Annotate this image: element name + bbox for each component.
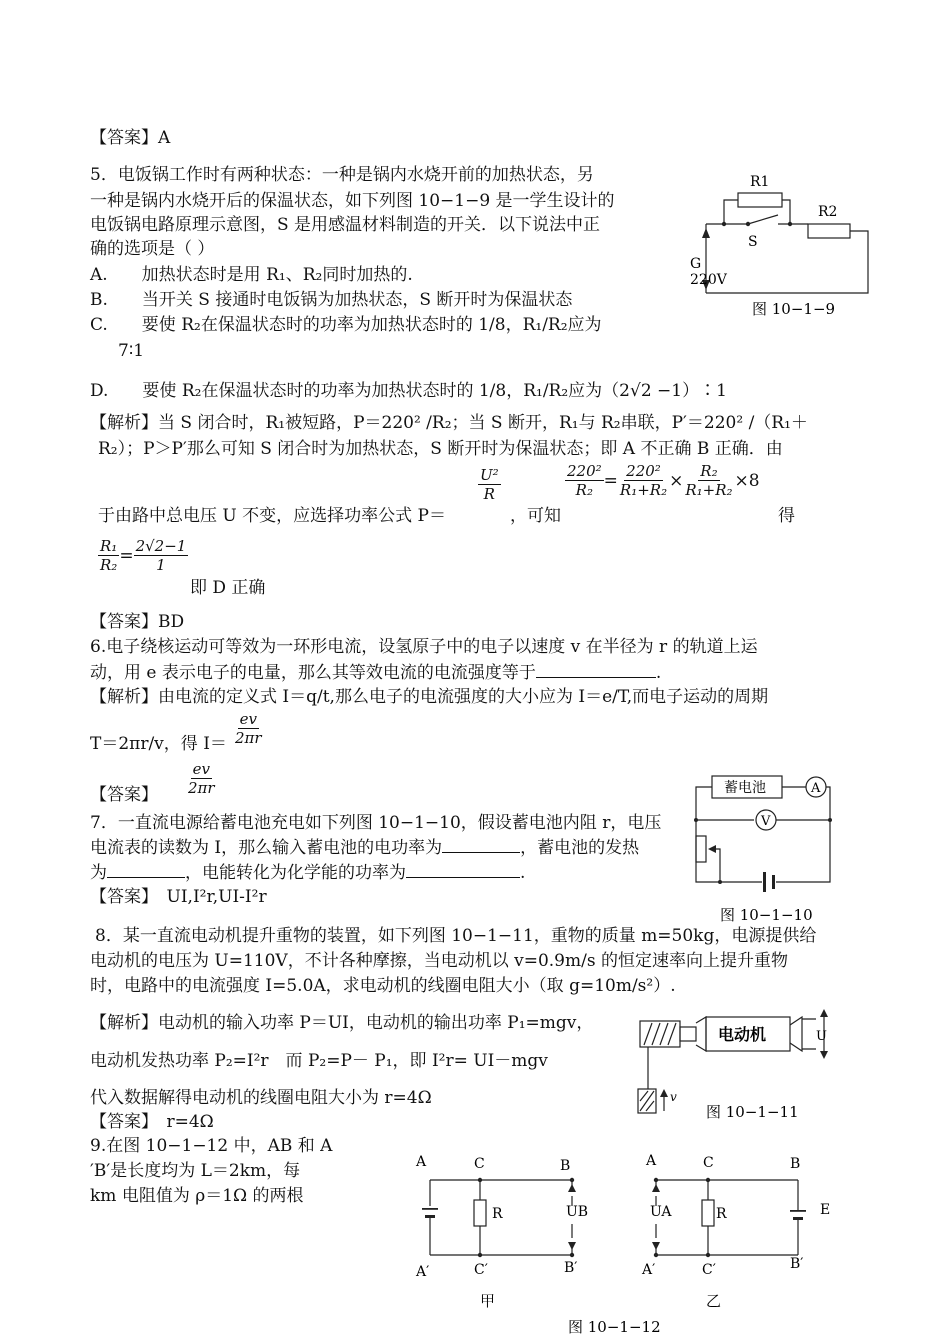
label-cp-yi: C′	[702, 1262, 716, 1278]
label-g: G	[690, 256, 702, 272]
caption-10-1-11: 图 10−1−11	[706, 1103, 799, 1121]
fraction-den: 2πr	[235, 729, 262, 747]
arrow-up-icon	[702, 228, 710, 238]
q8-explain-3: 代入数据解得电动机的线圈电阻大小为 r=4Ω	[90, 1088, 432, 1108]
label-r-yi: R	[716, 1206, 727, 1222]
q7-line-3	[90, 861, 525, 884]
fraction-num: 220²	[626, 462, 661, 480]
arrow-up-icon	[568, 1184, 576, 1192]
label-bp-yi: B′	[790, 1256, 804, 1272]
q5-option-b: B. 当开关 S 接通时电饭锅为加热状态，S 断开时为保温状态	[90, 290, 573, 310]
q5-option-c-cont: 7∶1	[118, 341, 145, 361]
q9-line-3: km 电阻值为 ρ＝1Ω 的两根	[90, 1186, 304, 1206]
caption-10-1-10: 图 10−1−10	[720, 906, 813, 924]
label-ub: UB	[566, 1204, 589, 1220]
blank-q6	[536, 661, 656, 678]
label-u: U	[816, 1029, 827, 1044]
answer-q8: 【答案】 r=4Ω	[90, 1112, 214, 1132]
label-battery: 蓄电池	[724, 780, 766, 796]
answer-q5: 【答案】BD	[90, 612, 185, 632]
caption-10-1-12: 图 10−1−12	[568, 1318, 661, 1336]
fraction-den: R	[483, 485, 495, 503]
q5-explain-3c: 得	[778, 506, 795, 526]
label-c-yi: C	[703, 1155, 714, 1171]
figure-10-1-10	[690, 770, 840, 924]
fraction-num: 2√2−1	[135, 537, 187, 555]
label-e: E	[820, 1202, 831, 1218]
label-ammeter: A	[811, 781, 821, 796]
fraction-num: 220²	[567, 462, 602, 480]
formula-power	[478, 466, 501, 503]
q5-explain-3a: 于由路中总电压 U 不变，应选择功率公式 P＝	[98, 506, 446, 526]
q6-explain-2: T＝2πr/v，得 I＝	[90, 734, 227, 754]
cell-plate-long	[763, 872, 766, 892]
fraction-num: ev	[239, 710, 257, 728]
label-220v: 220V	[690, 272, 727, 288]
q7-line-3-end: .	[520, 863, 526, 883]
label-v: v	[670, 1090, 677, 1104]
q9-line-1: 9.在图 10−1−12 中，AB 和 A	[90, 1136, 333, 1156]
q7-line-3-text: 为	[90, 863, 107, 883]
label-ap-yi: A′	[642, 1262, 656, 1278]
label-r2: R2	[818, 204, 838, 220]
source-plate-short	[793, 1217, 803, 1220]
arrow-up-icon	[652, 1184, 660, 1192]
fraction-num: U²	[480, 466, 499, 484]
q6-line-2-text: 动，用 e 表示电子的电量，那么其等效电流的电流强度等于	[90, 663, 536, 683]
label-voltmeter: V	[761, 814, 771, 829]
fraction-den: R₂	[100, 556, 118, 574]
arrow-down-icon	[820, 1051, 828, 1059]
q5-option-a: A. 加热状态时是用 R₁、R₂同时加热的.	[90, 265, 413, 285]
q5-option-d: D. 要使 R₂在保温状态时的功率为加热状态时的 1/8，R₁/R₂应为（2√2 −1）∶1	[90, 381, 727, 401]
resistor-r-jia	[474, 1200, 486, 1226]
resistor-r1	[738, 193, 782, 207]
q8-line-3: 时，电路中的电流强度 I=5.0A，求电动机的线圈电阻大小（取 g=10m/s²）.	[90, 976, 676, 996]
q6-line-1: 6.电子绕核运动可等效为一环形电流，设氢原子中的电子以速度 v 在半径为 r 的轨道上运	[90, 637, 758, 657]
formula-ratio	[565, 462, 760, 499]
fraction-den: R₂	[575, 481, 593, 499]
formula-current	[233, 710, 264, 747]
label-r1: R1	[750, 174, 770, 190]
fraction-num: ev	[192, 760, 210, 778]
cell-plate-short	[425, 1215, 435, 1218]
label-a-jia: A	[416, 1154, 427, 1170]
q5-line-2: 一种是锅内水烧开后的保温状态，如下列图 10−1−9 是一学生设计的	[90, 191, 615, 211]
label-a-yi: A	[646, 1153, 657, 1169]
label-c-jia: C	[474, 1156, 485, 1172]
fraction-num: R₁	[100, 537, 118, 555]
label-s: S	[748, 234, 758, 250]
q5-option-c: C. 要使 R₂在保温状态时的功率为加热状态时的 1/8，R₁/R₂应为	[90, 315, 602, 335]
q8-explain-1: 【解析】电动机的输入功率 P＝UI，电动机的输出功率 P₁=mgv，	[90, 1013, 594, 1033]
resistor-r-yi	[702, 1200, 714, 1226]
cell-plate-long	[422, 1208, 438, 1210]
blank-q7-c	[406, 861, 520, 878]
caption-10-1-9: 图 10−1−9	[752, 300, 836, 318]
q7-line-2-tail: ，蓄电池的发热	[520, 838, 640, 858]
q6-explain-1: 【解析】由电流的定义式 I＝q/t,那么电子的电流强度的大小应为 I＝e/T,而电子运动的周期	[90, 687, 769, 707]
blank-q7-b	[107, 861, 185, 878]
fraction-den: 2πr	[188, 779, 215, 797]
q5-line-4: 确的选项是（ ）	[90, 239, 215, 259]
q7-line-3-mid: ，电能转化为化学能的功率为	[185, 863, 406, 883]
fraction-den: R₁+R₂	[685, 481, 733, 499]
equals-sign: =	[603, 470, 618, 491]
slider-arrow-icon	[708, 845, 716, 853]
label-b-yi: B	[790, 1156, 801, 1172]
q8-line-2: 电动机的电压为 U=110V，不计各种摩擦，当电动机以 v=0.9m/s 的恒定速率向上提升重物	[90, 951, 788, 971]
q6-line-2-end: .	[655, 663, 662, 683]
shaft	[680, 1027, 696, 1041]
arrow-down-icon	[652, 1242, 660, 1250]
resistor-r2	[808, 224, 850, 238]
fraction-den: 1	[156, 556, 166, 574]
times-eight: ×8	[734, 470, 760, 491]
fraction-num: R₂	[700, 462, 718, 480]
label-motor: 电动机	[718, 1025, 767, 1044]
q5-explain-2: R₂）；P＞P′那么可知 S 闭合时为加热状态，S 断开时为保温状态；即 A 不正确 B 正确．由	[98, 439, 783, 459]
figure-10-1-9	[686, 168, 886, 326]
q5-line-1: 5．电饭锅工作时有两种状态：一种是锅内水烧开前的加热状态，另	[90, 165, 594, 185]
drum	[640, 1021, 680, 1047]
q5-explain-3b: ，可知	[510, 506, 561, 526]
label-b-jia: B	[560, 1158, 571, 1174]
formula-answer-q6	[186, 760, 217, 797]
arrow-down-icon	[568, 1242, 576, 1250]
label-bp-jia: B′	[564, 1260, 578, 1276]
blank-q7-a	[442, 836, 520, 853]
figure-10-1-12	[410, 1150, 840, 1340]
label-r-jia: R	[492, 1206, 503, 1222]
label-ua: UA	[650, 1204, 672, 1220]
q5-explain-4: 即 D 正确	[190, 578, 266, 598]
q6-line-2	[90, 661, 661, 684]
q5-line-3: 电饭锅电路原理示意图，S 是用感温材料制造的开关．以下说法中正	[90, 215, 601, 235]
label-ap-jia: A′	[416, 1264, 430, 1280]
answer-q4: 【答案】A	[90, 128, 171, 148]
rheostat	[696, 836, 706, 862]
q8-line-1: 8．某一直流电动机提升重物的装置，如下列图 10−1−11，重物的质量 m=50kg，电源提供给	[95, 926, 817, 946]
figure-10-1-11	[630, 1005, 840, 1125]
answer-q7: 【答案】 UI,I²r,UI-I²r	[90, 887, 267, 907]
formula-result	[98, 537, 188, 574]
q7-line-1: 7．一直流电源给蓄电池充电如下列图 10−1−10，假设蓄电池内阻 r，电压	[90, 813, 662, 833]
source-plate-long	[790, 1210, 806, 1212]
q8-explain-2: 电动机发热功率 P₂=I²r 而 P₂=P－ P₁，即 I²r= UI－mgv	[90, 1051, 548, 1071]
label-cp-jia: C′	[474, 1262, 488, 1278]
q5-explain-1: 【解析】当 S 闭合时，R₁被短路，P＝220² /R₂；当 S 断开，R₁与 R₂串联，P′＝220² /（R₁＋	[90, 413, 808, 433]
label-yi: 乙	[706, 1292, 722, 1310]
q7-line-2-text: 电流表的读数为 I，那么输入蓄电池的电功率为	[90, 838, 443, 858]
answer-q6: 【答案】	[90, 785, 158, 805]
q7-line-2	[90, 836, 639, 859]
label-jia: 甲	[480, 1292, 496, 1310]
q9-line-2: ′B′是长度均为 L＝2km，每	[90, 1161, 301, 1181]
equals-sign: =	[119, 545, 134, 566]
times-sign: ×	[669, 470, 684, 491]
arrow-up-icon	[820, 1009, 828, 1017]
cell-plate-short	[772, 875, 775, 889]
arrow-up-icon	[660, 1089, 668, 1097]
fraction-den: R₁+R₂	[619, 481, 668, 499]
